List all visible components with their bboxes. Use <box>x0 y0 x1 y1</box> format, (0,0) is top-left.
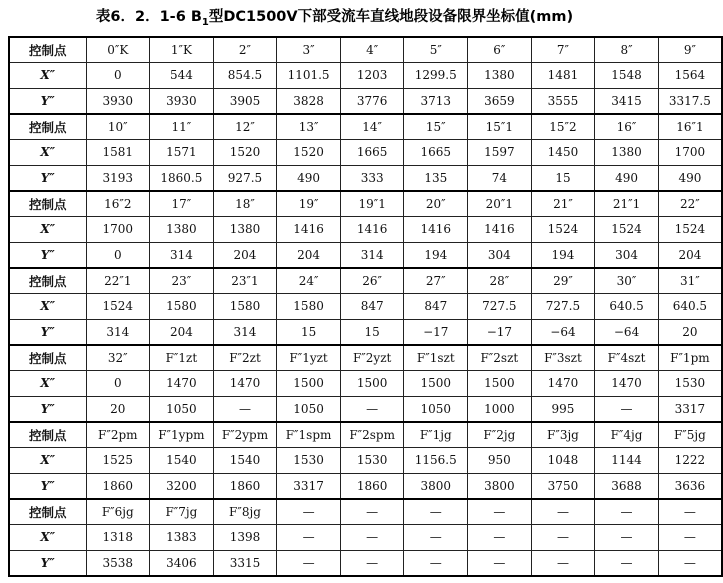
control-point-cell: F″2szt <box>468 345 532 371</box>
y-value-cell: 1000 <box>468 396 532 422</box>
control-point-cell: 11″ <box>150 114 214 140</box>
control-point-cell: F″2ypm <box>213 422 277 448</box>
y-value-cell: −64 <box>531 319 595 345</box>
y-value-cell: 490 <box>277 165 341 191</box>
control-point-cell: — <box>658 499 722 525</box>
control-point-cell: 27″ <box>404 268 468 294</box>
x-value-cell: 854.5 <box>213 63 277 88</box>
control-point-cell: 16″ <box>595 114 659 140</box>
y-value-cell: — <box>213 396 277 422</box>
control-point-row <box>9 499 722 525</box>
x-value-cell: 1380 <box>150 217 214 242</box>
row-label-x: X″ <box>9 371 86 396</box>
y-value-cell: 204 <box>213 242 277 268</box>
x-value-cell: 1144 <box>595 448 659 473</box>
control-point-cell: 15″1 <box>468 114 532 140</box>
row-label-control-point: 控制点 <box>9 114 86 140</box>
control-point-cell: 23″ <box>150 268 214 294</box>
y-value-cell: 3315 <box>213 550 277 576</box>
control-point-cell: 19″ <box>277 191 341 217</box>
control-point-cell: F″1spm <box>277 422 341 448</box>
y-value-cell: 314 <box>213 319 277 345</box>
clearance-coordinate-table <box>8 36 723 577</box>
x-value-cell: 727.5 <box>531 294 595 319</box>
control-point-row <box>9 114 722 140</box>
y-value-cell: 1860 <box>340 473 404 499</box>
y-value-cell: 314 <box>340 242 404 268</box>
y-value-cell: 3193 <box>86 165 150 191</box>
y-value-cell: 304 <box>468 242 532 268</box>
control-point-cell: 29″ <box>531 268 595 294</box>
x-value-cell: 1524 <box>86 294 150 319</box>
x-value-cell: 1500 <box>404 371 468 396</box>
x-coordinate-row <box>9 217 722 242</box>
x-coordinate-row <box>9 448 722 473</box>
control-point-cell: — <box>277 499 341 525</box>
x-value-cell: 1416 <box>340 217 404 242</box>
x-value-cell: 1470 <box>595 371 659 396</box>
control-point-cell: F″1zt <box>150 345 214 371</box>
title-prefix: 表6．2．1-6 B <box>95 9 202 25</box>
row-label-y: Y″ <box>9 319 86 345</box>
x-value-cell: 1380 <box>468 63 532 88</box>
x-value-cell: 640.5 <box>595 294 659 319</box>
row-label-y: Y″ <box>9 165 86 191</box>
y-value-cell: 1050 <box>404 396 468 422</box>
control-point-cell: 28″ <box>468 268 532 294</box>
x-value-cell: 1156.5 <box>404 448 468 473</box>
row-label-y: Y″ <box>9 88 86 114</box>
x-value-cell: 0 <box>86 63 150 88</box>
control-point-cell: 26″ <box>340 268 404 294</box>
control-point-cell: 22″1 <box>86 268 150 294</box>
x-value-cell: — <box>277 525 341 550</box>
control-point-cell: 0″K <box>86 37 150 63</box>
x-value-cell: 640.5 <box>658 294 722 319</box>
y-value-cell: 3930 <box>150 88 214 114</box>
y-value-cell: — <box>277 550 341 576</box>
x-value-cell: 1700 <box>658 140 722 165</box>
control-point-cell: — <box>531 499 595 525</box>
x-value-cell: 847 <box>340 294 404 319</box>
x-value-cell: 1540 <box>150 448 214 473</box>
x-value-cell: 1101.5 <box>277 63 341 88</box>
x-value-cell: 1524 <box>658 217 722 242</box>
x-value-cell: 1500 <box>468 371 532 396</box>
x-value-cell: 1470 <box>213 371 277 396</box>
y-value-cell: 15 <box>277 319 341 345</box>
y-value-cell: 490 <box>658 165 722 191</box>
x-value-cell: 1299.5 <box>404 63 468 88</box>
y-value-cell: — <box>340 396 404 422</box>
control-point-cell: 22″ <box>658 191 722 217</box>
y-value-cell: 995 <box>531 396 595 422</box>
control-point-cell: F″1szt <box>404 345 468 371</box>
control-point-cell: 15″ <box>404 114 468 140</box>
x-value-cell: 1530 <box>658 371 722 396</box>
x-value-cell: 1580 <box>213 294 277 319</box>
x-coordinate-row <box>9 294 722 319</box>
y-value-cell: 3930 <box>86 88 150 114</box>
y-value-cell: 20 <box>86 396 150 422</box>
row-label-y: Y″ <box>9 242 86 268</box>
control-point-cell: 17″ <box>150 191 214 217</box>
y-value-cell: — <box>404 550 468 576</box>
control-point-cell: 13″ <box>277 114 341 140</box>
y-value-cell: 3659 <box>468 88 532 114</box>
x-value-cell: 1416 <box>468 217 532 242</box>
control-point-cell: F″6jg <box>86 499 150 525</box>
y-value-cell: — <box>340 550 404 576</box>
y-value-cell: 3406 <box>150 550 214 576</box>
row-label-control-point: 控制点 <box>9 191 86 217</box>
y-value-cell: 194 <box>531 242 595 268</box>
x-value-cell: 1470 <box>531 371 595 396</box>
control-point-cell: F″4jg <box>595 422 659 448</box>
control-point-cell: F″4szt <box>595 345 659 371</box>
y-value-cell: 3750 <box>531 473 595 499</box>
title-subscript: 1 <box>201 16 209 28</box>
y-value-cell: 20 <box>658 319 722 345</box>
y-value-cell: 3828 <box>277 88 341 114</box>
x-value-cell: 1500 <box>340 371 404 396</box>
y-value-cell: 333 <box>340 165 404 191</box>
row-label-x: X″ <box>9 217 86 242</box>
x-value-cell: — <box>531 525 595 550</box>
x-value-cell: 1481 <box>531 63 595 88</box>
y-value-cell: 314 <box>150 242 214 268</box>
y-value-cell: 3905 <box>213 88 277 114</box>
control-point-cell: F″7jg <box>150 499 214 525</box>
x-value-cell: 1548 <box>595 63 659 88</box>
y-value-cell: 1860.5 <box>150 165 214 191</box>
table-body <box>9 37 722 576</box>
x-value-cell: 1380 <box>595 140 659 165</box>
control-point-cell: 19″1 <box>340 191 404 217</box>
control-point-cell: 4″ <box>340 37 404 63</box>
control-point-cell: 14″ <box>340 114 404 140</box>
control-point-cell: F″1pm <box>658 345 722 371</box>
y-value-cell: 3415 <box>595 88 659 114</box>
control-point-cell: 10″ <box>86 114 150 140</box>
control-point-row <box>9 345 722 371</box>
x-value-cell: — <box>340 525 404 550</box>
x-value-cell: 1500 <box>277 371 341 396</box>
x-coordinate-row <box>9 140 722 165</box>
y-value-cell: 15 <box>531 165 595 191</box>
y-value-cell: — <box>595 550 659 576</box>
control-point-cell: F″1jg <box>404 422 468 448</box>
control-point-cell: 3″ <box>277 37 341 63</box>
control-point-cell: 8″ <box>595 37 659 63</box>
control-point-cell: F″3jg <box>531 422 595 448</box>
y-coordinate-row <box>9 242 722 268</box>
x-value-cell: 1564 <box>658 63 722 88</box>
y-value-cell: 927.5 <box>213 165 277 191</box>
y-value-cell: 1050 <box>277 396 341 422</box>
x-value-cell: 1524 <box>531 217 595 242</box>
y-value-cell: — <box>531 550 595 576</box>
x-value-cell: 1581 <box>86 140 150 165</box>
control-point-row <box>9 191 722 217</box>
control-point-cell: 31″ <box>658 268 722 294</box>
x-value-cell: 1597 <box>468 140 532 165</box>
row-label-control-point: 控制点 <box>9 37 86 63</box>
y-value-cell: — <box>595 396 659 422</box>
control-point-cell: 24″ <box>277 268 341 294</box>
row-label-x: X″ <box>9 525 86 550</box>
x-value-cell: 0 <box>86 371 150 396</box>
row-label-y: Y″ <box>9 550 86 576</box>
control-point-cell: 12″ <box>213 114 277 140</box>
y-value-cell: 3688 <box>595 473 659 499</box>
x-value-cell: 1398 <box>213 525 277 550</box>
y-value-cell: 194 <box>404 242 468 268</box>
x-value-cell: 1450 <box>531 140 595 165</box>
x-value-cell: 1580 <box>150 294 214 319</box>
y-value-cell: 1860 <box>213 473 277 499</box>
x-value-cell: 1470 <box>150 371 214 396</box>
y-value-cell: 3800 <box>468 473 532 499</box>
control-point-cell: F″2spm <box>340 422 404 448</box>
y-value-cell: 490 <box>595 165 659 191</box>
y-value-cell: 0 <box>86 242 150 268</box>
x-value-cell: 1383 <box>150 525 214 550</box>
control-point-cell: F″2yzt <box>340 345 404 371</box>
y-value-cell: 135 <box>404 165 468 191</box>
y-value-cell: 3800 <box>404 473 468 499</box>
x-value-cell: — <box>595 525 659 550</box>
y-value-cell: — <box>658 550 722 576</box>
y-value-cell: 3200 <box>150 473 214 499</box>
y-value-cell: 204 <box>658 242 722 268</box>
y-value-cell: 74 <box>468 165 532 191</box>
y-coordinate-row <box>9 319 722 345</box>
x-value-cell: 847 <box>404 294 468 319</box>
x-value-cell: 1525 <box>86 448 150 473</box>
y-value-cell: 3317 <box>658 396 722 422</box>
x-coordinate-row <box>9 63 722 88</box>
x-value-cell: 1665 <box>340 140 404 165</box>
x-value-cell: 1520 <box>277 140 341 165</box>
control-point-cell: F″5jg <box>658 422 722 448</box>
x-coordinate-row <box>9 371 722 396</box>
x-value-cell: 1416 <box>277 217 341 242</box>
y-value-cell: 3317 <box>277 473 341 499</box>
y-value-cell: 3636 <box>658 473 722 499</box>
y-value-cell: 3713 <box>404 88 468 114</box>
control-point-cell: F″8jg <box>213 499 277 525</box>
x-value-cell: 1580 <box>277 294 341 319</box>
row-label-x: X″ <box>9 294 86 319</box>
y-value-cell: 204 <box>150 319 214 345</box>
control-point-cell: 30″ <box>595 268 659 294</box>
row-label-x: X″ <box>9 140 86 165</box>
control-point-cell: F″3szt <box>531 345 595 371</box>
x-value-cell: 1665 <box>404 140 468 165</box>
control-point-cell: 20″1 <box>468 191 532 217</box>
table-title <box>0 6 669 28</box>
y-value-cell: −17 <box>404 319 468 345</box>
y-coordinate-row <box>9 473 722 499</box>
row-label-x: X″ <box>9 448 86 473</box>
control-point-cell: 18″ <box>213 191 277 217</box>
control-point-cell: 23″1 <box>213 268 277 294</box>
control-point-cell: 32″ <box>86 345 150 371</box>
x-coordinate-row <box>9 525 722 550</box>
x-value-cell: 1416 <box>404 217 468 242</box>
y-value-cell: — <box>468 550 532 576</box>
control-point-cell: 6″ <box>468 37 532 63</box>
control-point-cell: — <box>404 499 468 525</box>
y-value-cell: −17 <box>468 319 532 345</box>
x-value-cell: 1203 <box>340 63 404 88</box>
x-value-cell: 727.5 <box>468 294 532 319</box>
x-value-cell: — <box>468 525 532 550</box>
x-value-cell: 1222 <box>658 448 722 473</box>
y-coordinate-row <box>9 396 722 422</box>
y-value-cell: 3555 <box>531 88 595 114</box>
control-point-cell: 16″2 <box>86 191 150 217</box>
control-point-cell: F″1ypm <box>150 422 214 448</box>
y-value-cell: 3317.5 <box>658 88 722 114</box>
row-label-control-point: 控制点 <box>9 268 86 294</box>
control-point-cell: — <box>468 499 532 525</box>
y-value-cell: −64 <box>595 319 659 345</box>
x-value-cell: 1540 <box>213 448 277 473</box>
row-label-control-point: 控制点 <box>9 345 86 371</box>
control-point-row <box>9 422 722 448</box>
row-label-y: Y″ <box>9 473 86 499</box>
control-point-cell: 15″2 <box>531 114 595 140</box>
y-value-cell: 1860 <box>86 473 150 499</box>
control-point-cell: F″2jg <box>468 422 532 448</box>
x-value-cell: 1524 <box>595 217 659 242</box>
x-value-cell: 1530 <box>340 448 404 473</box>
control-point-cell: F″2zt <box>213 345 277 371</box>
x-value-cell: 1380 <box>213 217 277 242</box>
y-value-cell: 15 <box>340 319 404 345</box>
control-point-cell: 20″ <box>404 191 468 217</box>
y-value-cell: 3538 <box>86 550 150 576</box>
y-value-cell: 204 <box>277 242 341 268</box>
control-point-row <box>9 37 722 63</box>
control-point-cell: 21″1 <box>595 191 659 217</box>
control-point-cell: 21″ <box>531 191 595 217</box>
control-point-cell: F″2pm <box>86 422 150 448</box>
x-value-cell: 1520 <box>213 140 277 165</box>
x-value-cell: 1318 <box>86 525 150 550</box>
control-point-cell: 7″ <box>531 37 595 63</box>
control-point-cell: 1″K <box>150 37 214 63</box>
y-value-cell: 314 <box>86 319 150 345</box>
control-point-cell: — <box>595 499 659 525</box>
x-value-cell: 1530 <box>277 448 341 473</box>
row-label-control-point: 控制点 <box>9 422 86 448</box>
y-value-cell: 3776 <box>340 88 404 114</box>
x-value-cell: — <box>404 525 468 550</box>
row-label-control-point: 控制点 <box>9 499 86 525</box>
y-value-cell: 1050 <box>150 396 214 422</box>
control-point-cell: 5″ <box>404 37 468 63</box>
x-value-cell: 1571 <box>150 140 214 165</box>
x-value-cell: 950 <box>468 448 532 473</box>
control-point-cell: 9″ <box>658 37 722 63</box>
y-coordinate-row <box>9 550 722 576</box>
x-value-cell: 1048 <box>531 448 595 473</box>
title-suffix: 型DC1500V下部受流车直线地段设备限界坐标值(mm) <box>208 9 574 25</box>
x-value-cell: 1700 <box>86 217 150 242</box>
x-value-cell: 544 <box>150 63 214 88</box>
row-label-x: X″ <box>9 63 86 88</box>
y-value-cell: 304 <box>595 242 659 268</box>
control-point-cell: F″1yzt <box>277 345 341 371</box>
control-point-cell: 2″ <box>213 37 277 63</box>
control-point-cell: — <box>340 499 404 525</box>
control-point-row <box>9 268 722 294</box>
control-point-cell: 16″1 <box>658 114 722 140</box>
x-value-cell: — <box>658 525 722 550</box>
row-label-y: Y″ <box>9 396 86 422</box>
y-coordinate-row <box>9 165 722 191</box>
y-coordinate-row <box>9 88 722 114</box>
